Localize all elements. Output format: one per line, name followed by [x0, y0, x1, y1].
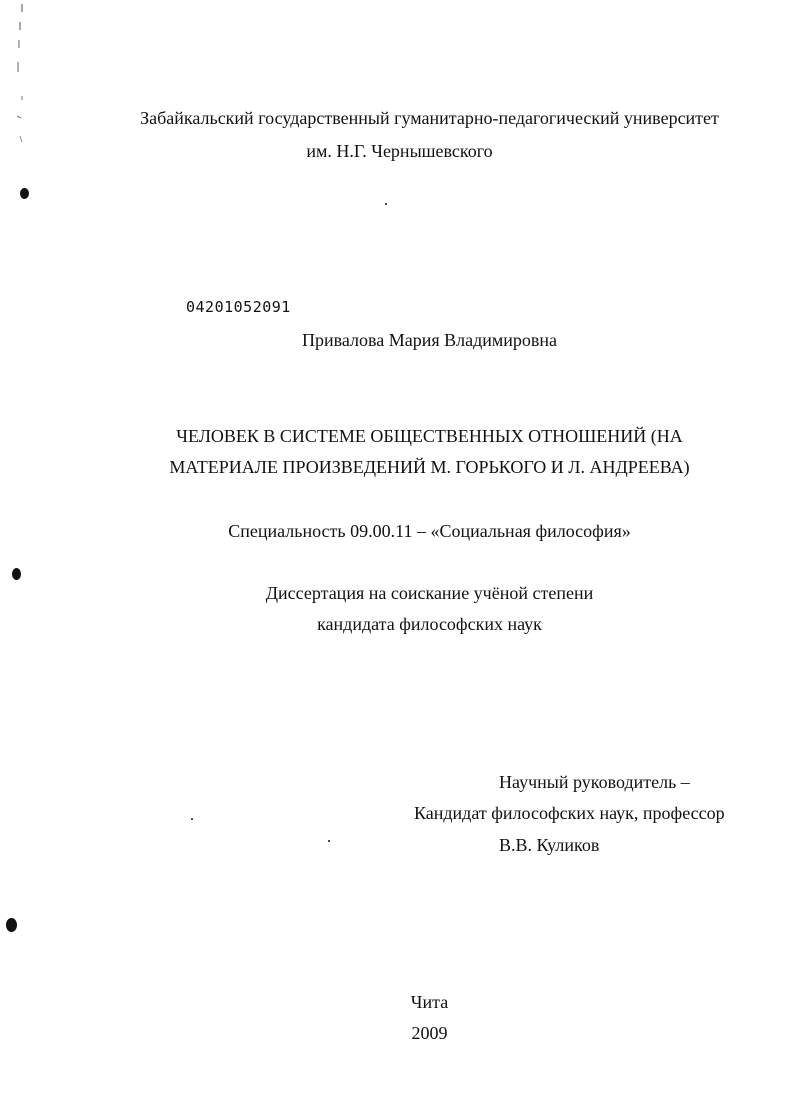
supervisor-name: В.В. Куликов [499, 835, 600, 855]
specialty: Специальность 09.00.11 – «Социальная философия» [228, 521, 631, 541]
scan-speck [12, 568, 21, 580]
thesis-title-line-1: ЧЕЛОВЕК В СИСТЕМЕ ОБЩЕСТВЕННЫХ ОТНОШЕНИЙ (НА [176, 426, 683, 446]
thesis-title-line-2: МАТЕРИАЛЕ ПРОИЗВЕДЕНИЙ М. ГОРЬКОГО И Л. АНДРЕЕВА) [169, 457, 690, 477]
scan-speck [191, 818, 193, 820]
scan-speck [385, 203, 387, 205]
city: Чита [410, 992, 449, 1012]
scan-speck [328, 840, 330, 842]
university-name: Забайкальский государственный гуманитарно-педагогический университет [140, 108, 719, 128]
year: 2009 [411, 1023, 448, 1043]
scan-noise-marks [8, 0, 48, 160]
catalog-number: 04201052091 [186, 298, 291, 316]
scan-speck [20, 188, 29, 199]
university-honorific: им. Н.Г. Чернышевского [306, 141, 493, 161]
supervisor-rank: Кандидат философских наук, профессор [414, 803, 725, 823]
scan-speck [6, 918, 17, 932]
degree-line-2: кандидата философских наук [317, 614, 542, 634]
degree-line-1: Диссертация на соискание учёной степени [265, 583, 594, 603]
supervisor-label: Научный руководитель – [499, 772, 690, 792]
author-name: Привалова Мария Владимировна [301, 330, 558, 350]
